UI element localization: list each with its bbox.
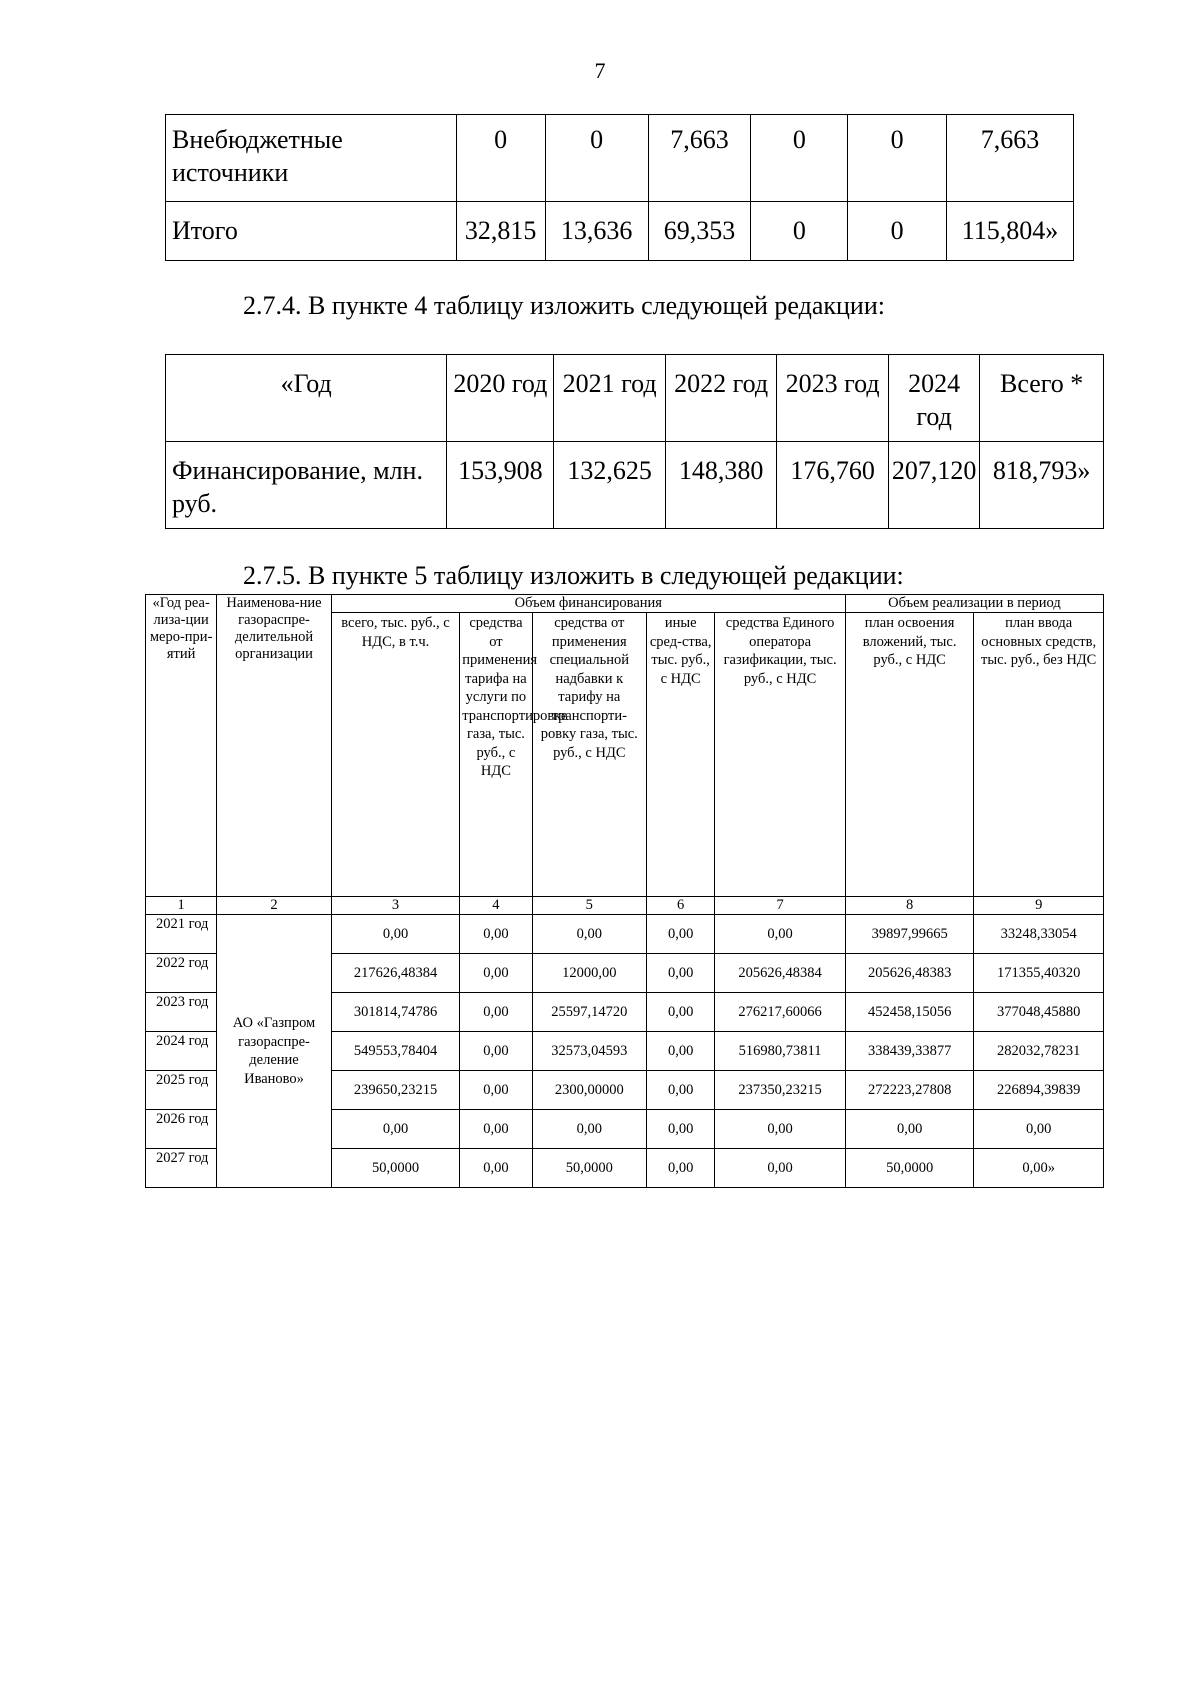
table-header-row: [146, 595, 1104, 613]
table-cell: 33248,33054: [974, 915, 1104, 954]
table-cell: 2300,00000: [532, 1071, 646, 1110]
table-cell: 0,00: [647, 993, 715, 1032]
table-cell: 0: [751, 115, 848, 202]
table-cell: 452458,15056: [845, 993, 974, 1032]
table-cell: 39897,99665: [845, 915, 974, 954]
financing-by-year-table: [165, 354, 1104, 529]
year-cell: 2027 год: [146, 1149, 217, 1188]
table-cell: 0,00: [715, 1149, 846, 1188]
year-cell: 2022 год: [146, 954, 217, 993]
column-header: «Год реа-лиза-ции меро-при-ятий: [146, 595, 217, 897]
table-cell: 0,00»: [974, 1149, 1104, 1188]
row-label: Итого: [166, 202, 457, 261]
row-label: Внебюджетные источники: [166, 115, 457, 202]
column-header: 2021 год: [554, 355, 665, 442]
table-cell: 237350,23215: [715, 1071, 846, 1110]
row-label: Финансирование, млн. руб.: [166, 442, 447, 529]
section-heading-2-7-4: 2.7.4. В пункте 4 таблицу изложить следующей редакции:: [243, 291, 885, 320]
year-cell: 2025 год: [146, 1071, 217, 1110]
table-cell: 0,00: [647, 954, 715, 993]
column-header: средства от применения специальной надбавки к тарифу на транспорти-ровку газа, тыс. руб., с НДС: [532, 613, 646, 897]
column-index: 3: [331, 897, 460, 915]
column-header: план освоения вложений, тыс. руб., с НДС: [845, 613, 974, 897]
table-cell: 12000,00: [532, 954, 646, 993]
table-cell: 0: [848, 202, 947, 261]
table-cell: 301814,74786: [331, 993, 460, 1032]
table-cell: 69,353: [648, 202, 751, 261]
column-header: «Год: [166, 355, 447, 442]
year-cell: 2021 год: [146, 915, 217, 954]
table-cell: 0: [545, 115, 648, 202]
section-heading-2-7-5: 2.7.5. В пункте 5 таблицу изложить в следующей редакции:: [243, 561, 904, 590]
column-header: 2023 год: [777, 355, 888, 442]
group-header: Объем реализации в период: [845, 595, 1103, 613]
table-cell: 0: [751, 202, 848, 261]
column-header: средства Единого оператора газификации, тыс. руб., с НДС: [715, 613, 846, 897]
table-cell: 32573,04593: [532, 1032, 646, 1071]
column-header: иные сред-ства, тыс. руб., с НДС: [647, 613, 715, 897]
table-cell: 338439,33877: [845, 1032, 974, 1071]
table-row: [166, 202, 1074, 261]
table-cell: 171355,40320: [974, 954, 1104, 993]
column-index: 8: [845, 897, 974, 915]
table-cell: 176,760: [777, 442, 888, 529]
table-cell: 0,00: [647, 1149, 715, 1188]
table-cell: 205626,48383: [845, 954, 974, 993]
table-row: [166, 115, 1074, 202]
column-index-row: [146, 897, 1104, 915]
table-cell: 7,663: [947, 115, 1074, 202]
table-cell: 217626,48384: [331, 954, 460, 993]
table-cell: 818,793»: [980, 442, 1104, 529]
table-cell: 0,00: [460, 1110, 532, 1149]
table-cell: 0: [848, 115, 947, 202]
table-cell: 0,00: [715, 1110, 846, 1149]
table-cell: 205626,48384: [715, 954, 846, 993]
column-header: 2020 год: [447, 355, 554, 442]
organization-cell: АО «Газпром газораспре-деление Иваново»: [217, 915, 331, 1188]
table-header-row: [166, 355, 1104, 442]
table-cell: 50,0000: [845, 1149, 974, 1188]
column-index: 6: [647, 897, 715, 915]
table-cell: 0,00: [647, 1032, 715, 1071]
year-cell: 2026 год: [146, 1110, 217, 1149]
column-header: 2022 год: [665, 355, 776, 442]
table-cell: 0,00: [460, 993, 532, 1032]
table-row: [166, 442, 1104, 529]
table-cell: 0: [456, 115, 545, 202]
column-index: 2: [217, 897, 331, 915]
column-index: 7: [715, 897, 846, 915]
group-header: Объем финансирования: [331, 595, 845, 613]
table-cell: 50,0000: [532, 1149, 646, 1188]
table-cell: 0,00: [460, 1032, 532, 1071]
year-cell: 2024 год: [146, 1032, 217, 1071]
table-cell: 0,00: [331, 1110, 460, 1149]
table-cell: 115,804»: [947, 202, 1074, 261]
table-cell: 226894,39839: [974, 1071, 1104, 1110]
table-cell: 0,00: [460, 915, 532, 954]
year-cell: 2023 год: [146, 993, 217, 1032]
table-cell: 0,00: [715, 915, 846, 954]
table-cell: 276217,60066: [715, 993, 846, 1032]
table-cell: 0,00: [647, 1071, 715, 1110]
table-cell: 0,00: [460, 954, 532, 993]
table-cell: 25597,14720: [532, 993, 646, 1032]
table-cell: 0,00: [532, 1110, 646, 1149]
funding-sources-table: [165, 114, 1074, 261]
table-cell: 7,663: [648, 115, 751, 202]
column-header: Всего *: [980, 355, 1104, 442]
table-cell: 272223,27808: [845, 1071, 974, 1110]
table-cell: 239650,23215: [331, 1071, 460, 1110]
table-cell: 0,00: [647, 1110, 715, 1149]
table-cell: 13,636: [545, 202, 648, 261]
table-row: [146, 915, 1104, 954]
table-cell: 153,908: [447, 442, 554, 529]
table-cell: 0,00: [647, 915, 715, 954]
column-index: 1: [146, 897, 217, 915]
table-cell: 377048,45880: [974, 993, 1104, 1032]
column-index: 9: [974, 897, 1104, 915]
table-cell: 148,380: [665, 442, 776, 529]
table-cell: 0,00: [532, 915, 646, 954]
table-cell: 0,00: [331, 915, 460, 954]
table-cell: 0,00: [460, 1149, 532, 1188]
table-cell: 50,0000: [331, 1149, 460, 1188]
table-cell: 132,625: [554, 442, 665, 529]
column-header: всего, тыс. руб., с НДС, в т.ч.: [331, 613, 460, 897]
column-header: 2024 год: [888, 355, 980, 442]
table-cell: 0,00: [460, 1071, 532, 1110]
column-header: Наименова-ние газораспре-делительной организации: [217, 595, 331, 897]
table-cell: 32,815: [456, 202, 545, 261]
table-cell: 549553,78404: [331, 1032, 460, 1071]
table-cell: 0,00: [845, 1110, 974, 1149]
table-cell: 0,00: [974, 1110, 1104, 1149]
column-header: план ввода основных средств, тыс. руб., без НДС: [974, 613, 1104, 897]
table-cell: 516980,73811: [715, 1032, 846, 1071]
column-index: 4: [460, 897, 532, 915]
table-cell: 207,120: [888, 442, 980, 529]
gasification-program-table: [145, 594, 1104, 1188]
column-index: 5: [532, 897, 646, 915]
page-number: 7: [594, 58, 606, 83]
column-header: средства от применения тарифа на услуги по транспортировке газа, тыс. руб., с НДС: [460, 613, 532, 897]
table-cell: 282032,78231: [974, 1032, 1104, 1071]
